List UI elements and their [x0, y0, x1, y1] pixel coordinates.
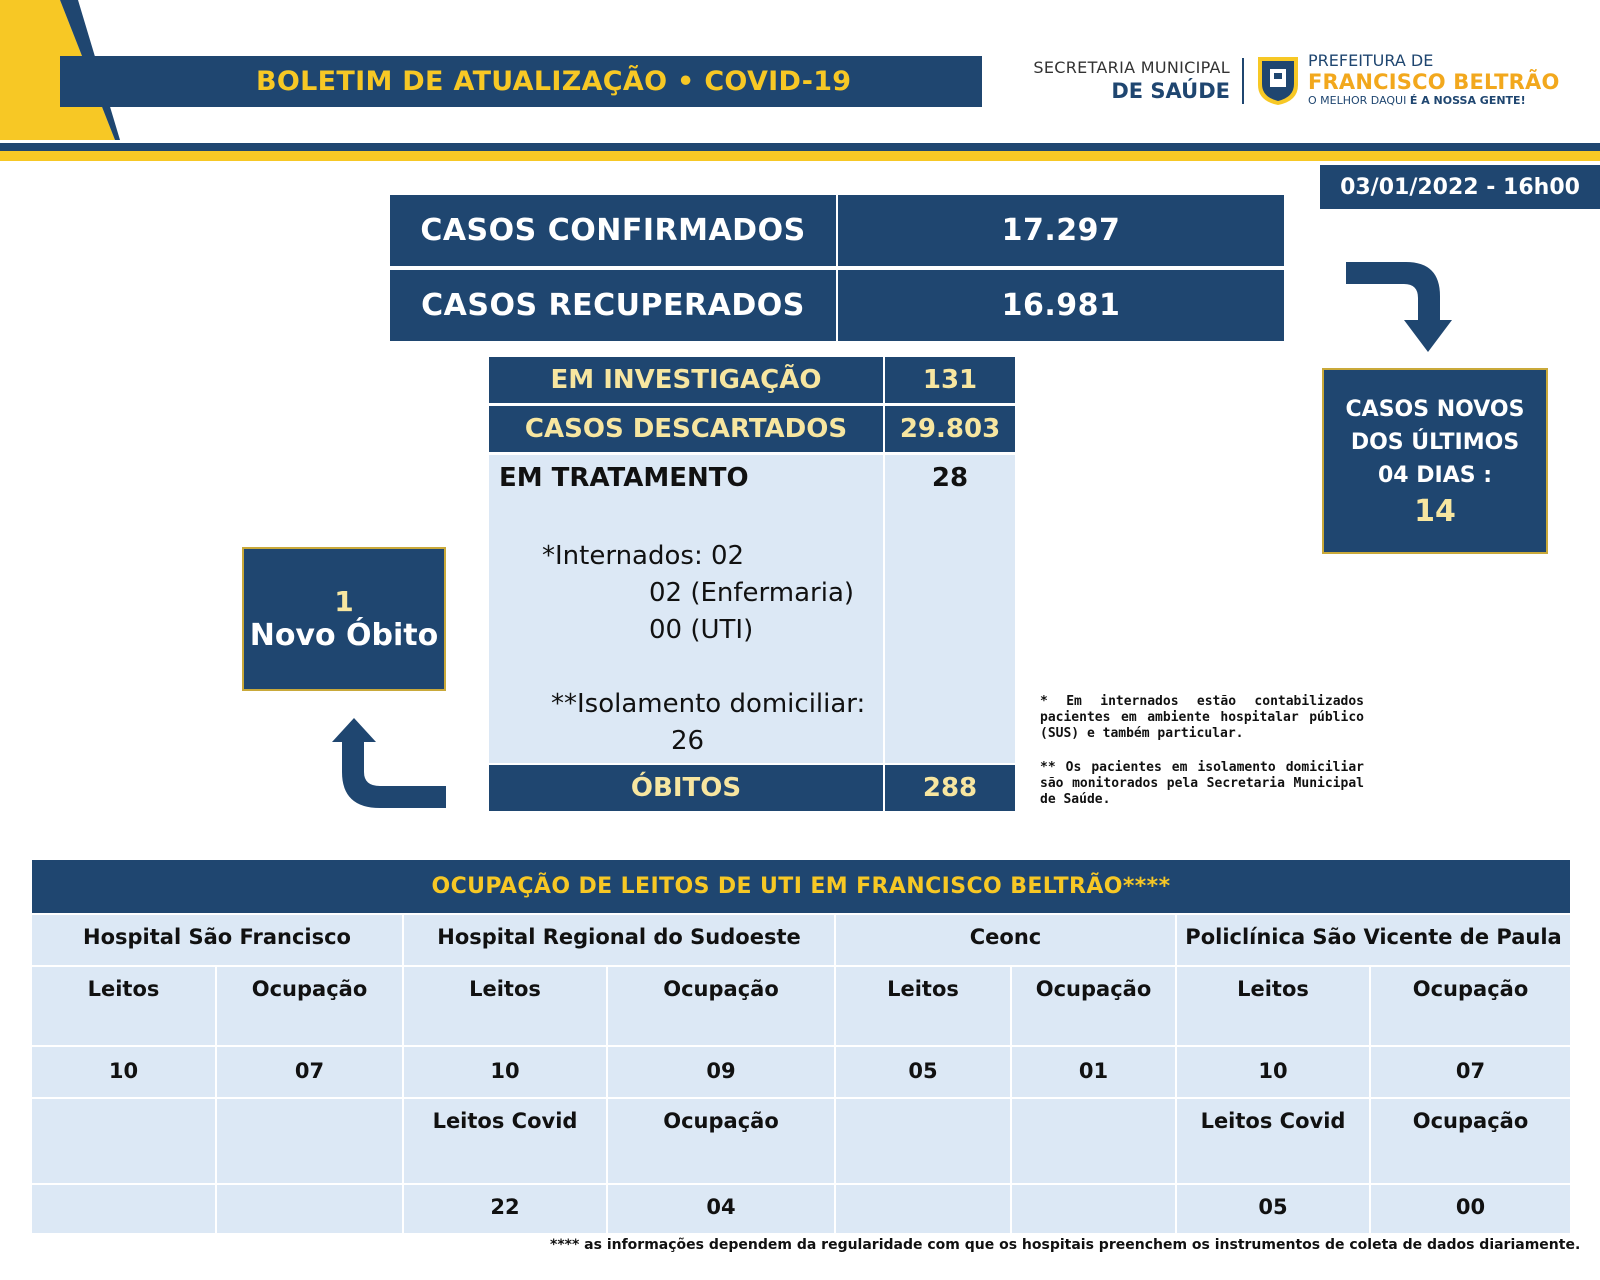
- table-cell: 04: [608, 1185, 836, 1235]
- treatment-value: 28: [885, 455, 1015, 763]
- hospital-row: [32, 915, 1570, 967]
- logo-divider: [1242, 58, 1244, 104]
- discarded-value: 29.803: [885, 406, 1015, 452]
- discarded-label: CASOS DESCARTADOS: [489, 406, 883, 452]
- secretaria-line2: DE SAÚDE: [1111, 79, 1230, 103]
- table-cell: 07: [1371, 1047, 1570, 1099]
- column-label: Ocupação: [217, 967, 404, 1047]
- new-death-label: Novo Óbito: [249, 618, 439, 653]
- secretaria-line1: SECRETARIA MUNICIPAL: [1033, 58, 1230, 77]
- status-table: [489, 357, 1015, 811]
- prefeitura-line2: FRANCISCO BELTRÃO: [1308, 70, 1560, 94]
- uti-footnote: **** as informações dependem da regularidade com que os hospitais preenchem os instrumentos de coleta de dados diariamente.: [550, 1237, 1581, 1253]
- table-cell: 00: [1371, 1185, 1570, 1235]
- arrow-down-icon: [1344, 260, 1464, 360]
- secretaria-logo-text: [1010, 58, 1230, 103]
- covid-values-row: [32, 1185, 1570, 1235]
- empty-cell: [836, 1185, 1012, 1235]
- table-cell: 05: [836, 1047, 1012, 1099]
- investigation-row: [489, 357, 1015, 403]
- new-death-count: 1: [334, 585, 354, 618]
- obitos-value: 288: [885, 765, 1015, 811]
- investigation-label: EM INVESTIGAÇÃO: [489, 357, 883, 403]
- city-crest-icon: [1256, 55, 1300, 107]
- covid-label-row: [32, 1099, 1570, 1185]
- table-cell: 10: [32, 1047, 217, 1099]
- report-date: 03/01/2022 - 16h00: [1320, 165, 1600, 209]
- treatment-details: [489, 455, 883, 763]
- recovered-row: [390, 270, 1284, 341]
- column-label: Ocupação: [1371, 1099, 1570, 1185]
- isolamento-label: **Isolamento domiciliar:: [551, 689, 866, 719]
- hospital-name: Hospital Regional do Sudoeste: [404, 915, 836, 967]
- treatment-row: [489, 455, 1015, 763]
- new-death-box: [242, 547, 446, 691]
- confirmed-label: CASOS CONFIRMADOS: [390, 195, 836, 266]
- table-cell: 10: [404, 1047, 608, 1099]
- confirmed-value: 17.297: [838, 195, 1284, 266]
- uti-text: 00 (UTI): [649, 615, 754, 645]
- table-cell: 10: [1177, 1047, 1371, 1099]
- new-cases-label: CASOS NOVOS DOS ÚLTIMOS 04 DIAS :: [1345, 397, 1525, 488]
- note-internados: * Em internados estão contabilizados pacientes em ambiente hospitalar público (SUS) e também particular.: [1040, 694, 1364, 741]
- uti-table-title: OCUPAÇÃO DE LEITOS DE UTI EM FRANCISCO BELTRÃO****: [32, 860, 1570, 913]
- arrow-up-icon: [330, 714, 450, 810]
- obitos-row: [489, 765, 1015, 811]
- note-isolamento: ** Os pacientes em isolamento domiciliar são monitorados pela Secretaria Municipal de Saúde.: [1040, 760, 1364, 807]
- table-cell: 05: [1177, 1185, 1371, 1235]
- slogan-part2: É A NOSSA GENTE!: [1409, 94, 1526, 107]
- column-label: Ocupação: [1012, 967, 1177, 1047]
- empty-cell: [836, 1099, 1012, 1185]
- column-label: Leitos: [836, 967, 1012, 1047]
- slogan-part1: O MELHOR DAQUI: [1308, 94, 1410, 107]
- table-cell: 09: [608, 1047, 836, 1099]
- table-cell: 07: [217, 1047, 404, 1099]
- recovered-value: 16.981: [838, 270, 1284, 341]
- prefeitura-logo-text: [1308, 51, 1560, 107]
- internados-text: *Internados: 02: [542, 541, 745, 571]
- recovered-label: CASOS RECUPERADOS: [390, 270, 836, 341]
- empty-cell: [217, 1099, 404, 1185]
- empty-cell: [32, 1185, 217, 1235]
- column-label: Leitos: [32, 967, 217, 1047]
- confirmed-row: [390, 195, 1284, 266]
- uti-table: [32, 915, 1570, 1235]
- table-cell: 22: [404, 1185, 608, 1235]
- header-banner: [60, 56, 982, 107]
- prefeitura-slogan: [1308, 94, 1560, 107]
- prefeitura-line1: PREFEITURA DE: [1308, 51, 1434, 70]
- column-label: Leitos Covid: [1177, 1099, 1371, 1185]
- isolamento-value: 26: [671, 726, 705, 756]
- treatment-label: EM TRATAMENTO: [499, 463, 749, 493]
- hospital-name: Policlínica São Vicente de Paula: [1177, 915, 1570, 967]
- empty-cell: [32, 1099, 217, 1185]
- column-label-row: [32, 967, 1570, 1047]
- column-label: Leitos Covid: [404, 1099, 608, 1185]
- discarded-row: [489, 406, 1015, 452]
- header-stripe-navy: [0, 143, 1600, 151]
- column-label: Ocupação: [608, 967, 836, 1047]
- new-cases-box: [1322, 368, 1548, 554]
- table-cell: 01: [1012, 1047, 1177, 1099]
- empty-cell: [1012, 1185, 1177, 1235]
- column-label: Leitos: [1177, 967, 1371, 1047]
- header-stripe-yellow: [0, 151, 1600, 161]
- hospital-name: Hospital São Francisco: [32, 915, 404, 967]
- empty-cell: [1012, 1099, 1177, 1185]
- values-row: [32, 1047, 1570, 1099]
- column-label: Ocupação: [1371, 967, 1570, 1047]
- investigation-value: 131: [885, 357, 1015, 403]
- empty-cell: [217, 1185, 404, 1235]
- obitos-label: ÓBITOS: [489, 765, 883, 811]
- page-title: BOLETIM DE ATUALIZAÇÃO • COVID-19: [256, 66, 852, 97]
- hospital-name: Ceonc: [836, 915, 1177, 967]
- enfermaria-text: 02 (Enfermaria): [649, 578, 855, 608]
- column-label: Ocupação: [608, 1099, 836, 1185]
- new-cases-value: 14: [1414, 494, 1456, 529]
- column-label: Leitos: [404, 967, 608, 1047]
